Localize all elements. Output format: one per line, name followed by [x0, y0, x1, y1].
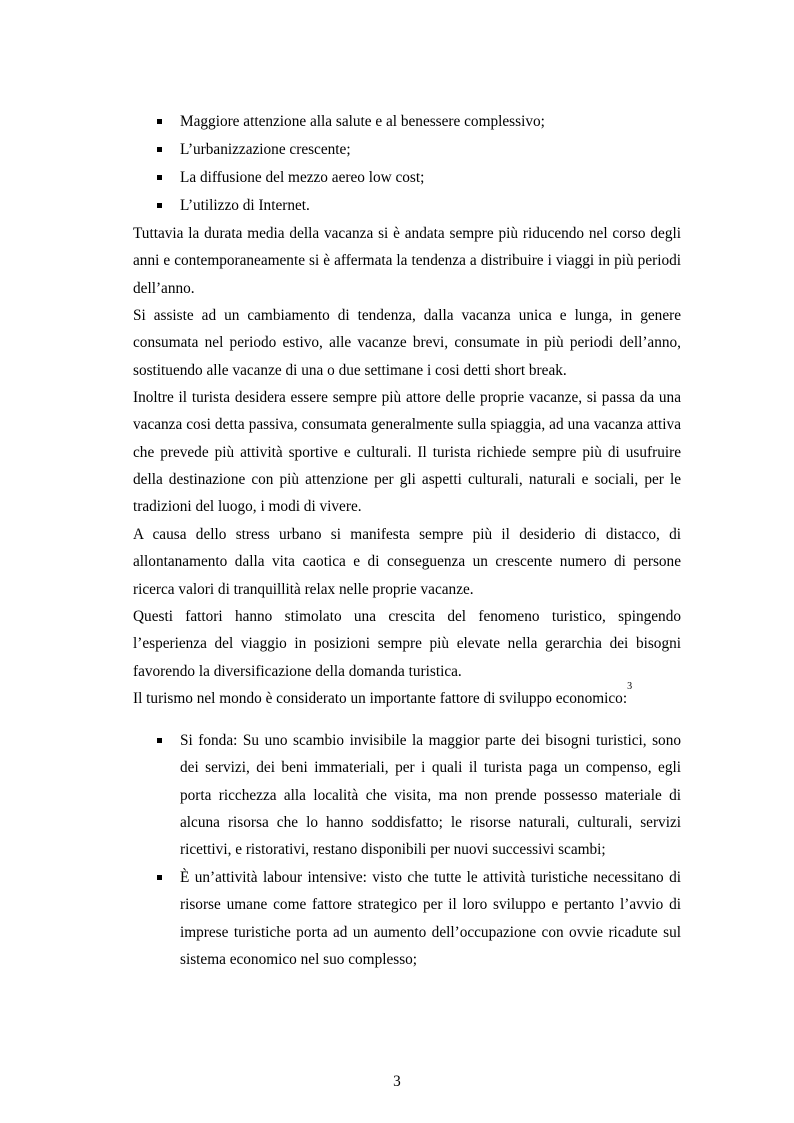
intro-text: Il turismo nel mondo è considerato un importante fattore di sviluppo economico:	[133, 690, 628, 707]
bullet-item: Si fonda: Su uno scambio invisibile la maggior parte dei bisogni turistici, sono dei servizi, dei beni immateriali, per i quali il turista paga un compenso, egli porta ricchezza alla località che visita, ma non prende possesso materiale di alcuna risorsa che lo hanno soddisfatto; le risorse naturali, culturali, servizi ricettivi, e ristorativi, restano disponibili per nuovi successivi scambi;	[180, 727, 681, 863]
bullet-item: È un’attività labour intensive: visto che tutte le attività turistiche necessitano di risorse umane come fattore strategico per il loro sviluppo e pertanto l’avvio di imprese turistiche porta ad un aumento dell’occupazione con ovvie ricadute sul sistema economico nel suo complesso;	[180, 864, 681, 973]
paragraph: Inoltre il turista desidera essere sempre più attore delle proprie vacanze, si passa da una vacanza cosi detta passiva, consumata generalmente sulla spiaggia, ad una vacanza attiva che prevede più attività sportive e culturali. Il turista richiede sempre più di usufruire della destinazione con più attenzione per gli aspetti culturali, naturali e sociali, per le tradizioni del luogo, i modi di vivere.	[133, 389, 681, 516]
paragraph: Tuttavia la durata media della vacanza si è andata sempre più riducendo nel corso degli anni e contemporaneamente si è affermata la tendenza a distribuire i viaggi in più periodi dell’anno.	[133, 225, 681, 297]
paragraph: Questi fattori hanno stimolato una crescita del fenomeno turistico, spingendo l’esperienza del viaggio in posizioni sempre più elevate nella gerarchia dei bisogni favorendo la diversificazione della domanda turistica.	[133, 608, 681, 680]
paragraph: Si assiste ad un cambiamento di tendenza, dalla vacanza unica e lunga, in genere consumata nel periodo estivo, alle vacanze brevi, consumate in più periodi dell’anno, sostituendo alle vacanze di una o due settimane i cosi detti short break.	[133, 307, 681, 379]
bullet-item: La diffusione del mezzo aereo low cost;	[180, 169, 425, 186]
page-number: 3	[393, 1073, 401, 1090]
paragraph: A causa dello stress urbano si manifesta sempre più il desiderio di distacco, di allontanamento dalla vita caotica e di conseguenza un crescente numero di persone ricerca valori di tranquillità relax nelle proprie vacanze.	[133, 526, 681, 598]
footnote-ref[interactable]: 3	[627, 681, 633, 692]
bullet-item: Maggiore attenzione alla salute e al benessere complessivo;	[180, 113, 545, 130]
intro-sentence	[133, 681, 693, 712]
bullet-item: L’urbanizzazione crescente;	[180, 141, 351, 158]
bullet-item: L’utilizzo di Internet.	[180, 197, 310, 214]
